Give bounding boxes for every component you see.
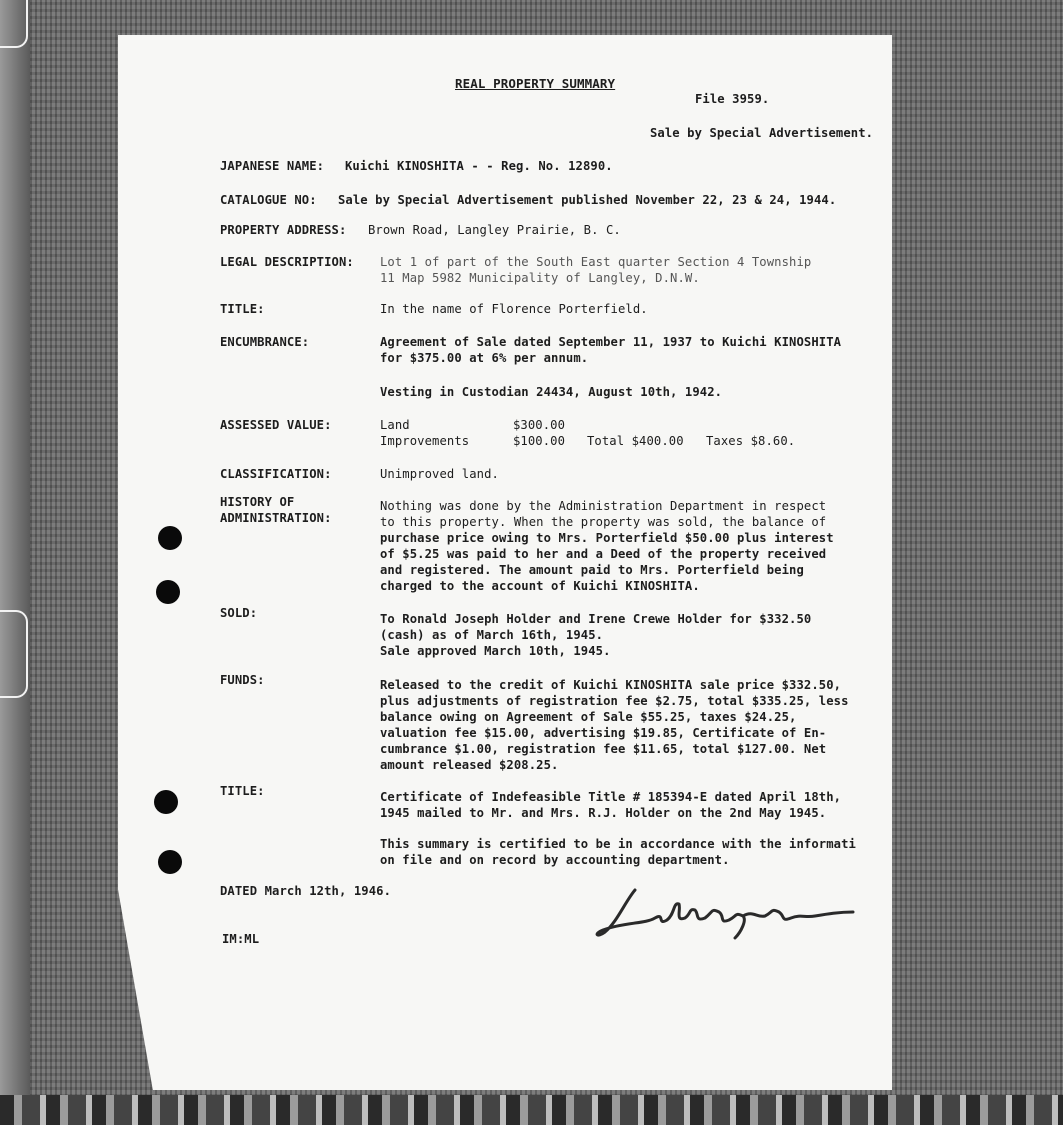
improvements-value: $100.00: [513, 434, 566, 448]
punch-hole: [158, 850, 182, 874]
catalogue-value: Sale by Special Advertisement published November 22, 23 & 24, 1944.: [338, 193, 837, 207]
land-value: $300.00: [513, 418, 566, 432]
dated-text: DATED March 12th, 1946.: [220, 884, 392, 898]
certification-line: on file and on record by accounting department.: [380, 853, 730, 867]
certification-line: This summary is certified to be in accordance with the informati: [380, 837, 856, 851]
japanese-name-label: JAPANESE NAME:: [220, 159, 325, 173]
sale-type: Sale by Special Advertisement.: [650, 126, 874, 140]
japanese-name-value: Kuichi KINOSHITA - - Reg. No. 12890.: [345, 159, 613, 173]
initials: IM:ML: [222, 932, 260, 946]
address-label: PROPERTY ADDRESS:: [220, 223, 347, 237]
land-label: Land: [380, 418, 410, 432]
punch-hole: [154, 790, 178, 814]
encumbrance-line: Agreement of Sale dated September 11, 1937 to Kuichi KINOSHITA: [380, 335, 842, 349]
history-line: Nothing was done by the Administration Department in respect: [380, 499, 827, 513]
funds-line: amount released $208.25.: [380, 758, 559, 772]
punch-hole: [156, 580, 180, 604]
catalogue-label: CATALOGUE NO:: [220, 193, 317, 207]
punch-hole: [158, 526, 182, 550]
history-line: purchase price owing to Mrs. Porterfield $50.00 plus interest: [380, 531, 834, 545]
assessed-taxes: Taxes $8.60.: [706, 434, 796, 448]
assessed-label: ASSESSED VALUE:: [220, 418, 332, 432]
funds-label: FUNDS:: [220, 673, 265, 687]
funds-line: cumbrance $1.00, registration fee $11.65, total $127.00. Net: [380, 742, 827, 756]
assessed-total: Total $400.00: [587, 434, 684, 448]
title-cert-line: 1945 mailed to Mr. and Mrs. R.J. Holder on the 2nd May 1945.: [380, 806, 827, 820]
sold-line: Sale approved March 10th, 1945.: [380, 644, 611, 658]
history-label: ADMINISTRATION:: [220, 511, 332, 525]
title-cert-line: Certificate of Indefeasible Title # 185394-E dated April 18th,: [380, 790, 842, 804]
address-value: Brown Road, Langley Prairie, B. C.: [368, 223, 621, 237]
title-label: TITLE:: [220, 302, 265, 316]
title-value: In the name of Florence Porterfield.: [380, 302, 648, 316]
funds-line: valuation fee $15.00, advertising $19.85, Certificate of En-: [380, 726, 827, 740]
history-line: to this property. When the property was sold, the balance of: [380, 515, 827, 529]
sold-label: SOLD:: [220, 606, 258, 620]
binding-clip: [0, 0, 28, 48]
legal-line: Lot 1 of part of the South East quarter Section 4 Township: [380, 255, 812, 269]
legal-line: 11 Map 5982 Municipality of Langley, D.N.W.: [380, 271, 700, 285]
encumbrance-label: ENCUMBRANCE:: [220, 335, 310, 349]
title-cert-label: TITLE:: [220, 784, 265, 798]
history-label: HISTORY OF: [220, 495, 295, 509]
history-line: and registered. The amount paid to Mrs. Porterfield being: [380, 563, 804, 577]
funds-line: Released to the credit of Kuichi KINOSHITA sale price $332.50,: [380, 678, 842, 692]
legal-label: LEGAL DESCRIPTION:: [220, 255, 354, 269]
history-line: of $5.25 was paid to her and a Deed of the property received: [380, 547, 827, 561]
classification-value: Unimproved land.: [380, 467, 499, 481]
funds-line: plus adjustments of registration fee $2.75, total $335.25, less: [380, 694, 849, 708]
document-title: REAL PROPERTY SUMMARY: [455, 76, 616, 91]
funds-line: balance owing on Agreement of Sale $55.25, taxes $24.25,: [380, 710, 797, 724]
binding-edge: [0, 0, 30, 1125]
sold-line: (cash) as of March 16th, 1945.: [380, 628, 604, 642]
vesting-text: Vesting in Custodian 24434, August 10th, 1942.: [380, 385, 723, 399]
history-line: charged to the account of Kuichi KINOSHITA.: [380, 579, 700, 593]
sold-line: To Ronald Joseph Holder and Irene Crewe Holder for $332.50: [380, 612, 812, 626]
encumbrance-line: for $375.00 at 6% per annum.: [380, 351, 589, 365]
binding-clip: [0, 610, 28, 698]
file-number: File 3959.: [695, 92, 770, 106]
signature: [595, 882, 860, 942]
scan-bottom-edge: [0, 1095, 1063, 1125]
improvements-label: Improvements: [380, 434, 470, 448]
classification-label: CLASSIFICATION:: [220, 467, 332, 481]
